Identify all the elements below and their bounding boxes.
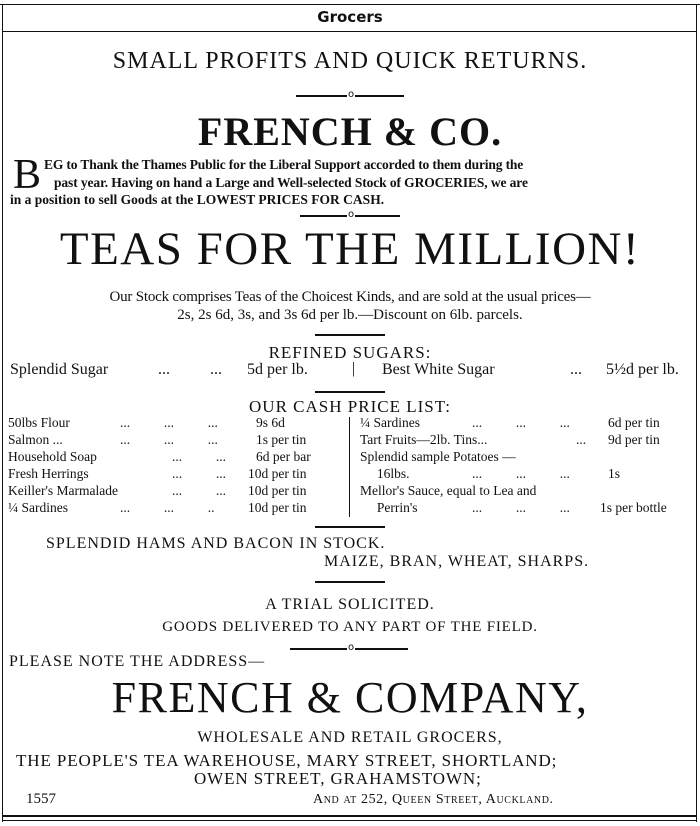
sugars-heading: REFINED SUGARS:	[268, 343, 432, 362]
tagline: SMALL PROFITS AND QUICK RETURNS.	[112, 48, 588, 74]
list-price: 6d per tin	[608, 415, 660, 430]
list-price: 9d per tin	[608, 432, 660, 447]
list-item: Perrin's	[360, 500, 418, 515]
list-dots: ... ... ...	[472, 415, 570, 430]
list-dots: ...	[576, 432, 587, 447]
list-dots: ... ... ...	[472, 466, 570, 481]
list-dots: ... ...	[172, 483, 226, 498]
sugar-right-item: Best White Sugar	[382, 361, 495, 378]
trial-line: A TRIAL SOLICITED.	[265, 596, 435, 613]
list-item: Salmon ...	[8, 432, 63, 447]
sugar-right-price: 5½d per lb.	[606, 361, 679, 378]
list-item: 16lbs.	[360, 466, 410, 481]
grocers-line: WHOLESALE AND RETAIL GROCERS,	[197, 729, 503, 746]
list-dots: ... ...	[172, 466, 226, 481]
list-item: ¼ Sardines	[8, 500, 68, 515]
list-item: Household Soap	[8, 449, 97, 464]
teas-headline: TEAS FOR THE MILLION!	[59, 223, 641, 275]
list-price: 10d per tin	[248, 483, 307, 498]
list-dots: ... ... ...	[120, 415, 218, 430]
stock-line-1: Our Stock comprises Teas of the Choicest Kinds, and are sold at the usual prices—	[109, 289, 591, 305]
list-dots: ... ... ...	[472, 500, 570, 515]
intro-line-3: in a position to sell Goods at the LOWEST PRICES FOR CASH.	[10, 192, 385, 207]
sugar-left-price: 5d per lb.	[247, 361, 308, 378]
list-price: 1s per tin	[256, 432, 307, 447]
list-price: 10d per tin	[248, 466, 307, 481]
ad-number: 1557	[26, 791, 56, 807]
hams-line: SPLENDID HAMS AND BACON IN STOCK.	[46, 535, 386, 552]
sugar-left-item: Splendid Sugar	[10, 361, 109, 378]
address-line-1: THE PEOPLE'S TEA WAREHOUSE, MARY STREET, SHORTLAND;	[16, 751, 558, 770]
short-rule	[315, 391, 385, 393]
list-item: Fresh Herrings	[8, 466, 89, 481]
short-rule	[315, 526, 385, 528]
sugar-divider: |	[352, 360, 356, 377]
list-price: 6d per bar	[256, 449, 311, 464]
ornament: o	[348, 89, 355, 100]
list-item: Splendid sample Potatoes —	[360, 449, 516, 464]
address-note: PLEASE NOTE THE ADDRESS—	[9, 653, 266, 670]
header-rule	[3, 31, 697, 32]
list-item: 50lbs Flour	[8, 415, 70, 430]
intro-dropcap: B	[13, 152, 42, 198]
intro-line-1: EG to Thank the Thames Public for the Liberal Support accorded to them during the	[44, 157, 524, 172]
auckland-line: And at 252, Queen Street, Auckland.	[313, 792, 554, 807]
list-item: Keiller's Marmalade	[8, 483, 119, 498]
list-dots: ... ... ..	[120, 500, 215, 515]
sugar-left-dots: ... ...	[158, 361, 222, 378]
ornament: o	[348, 209, 355, 220]
list-dots: ... ...	[172, 449, 226, 464]
price-list-heading: OUR CASH PRICE LIST:	[249, 397, 451, 416]
bottom-rule-thin	[3, 820, 697, 821]
company-name: FRENCH & COMPANY,	[111, 673, 589, 722]
list-price: 1s	[608, 466, 621, 481]
section-title: Grocers	[317, 8, 383, 26]
bottom-rule	[3, 815, 697, 817]
top-border	[0, 4, 700, 5]
list-item: Mellor's Sauce, equal to Lea and	[360, 483, 537, 498]
list-item: ¼ Sardines	[360, 415, 420, 430]
stock-line-2: 2s, 2s 6d, 3s, and 3s 6d per lb.—Discount on 6lb. parcels.	[177, 307, 523, 323]
list-price: 1s per bottle	[600, 500, 667, 515]
firm-name: FRENCH & CO.	[197, 109, 503, 154]
intro-line-2: past year. Having on hand a Large and Well-selected Stock of GROCERIES, we are	[54, 175, 528, 190]
short-rule	[315, 581, 385, 583]
maize-line: MAIZE, BRAN, WHEAT, SHARPS.	[324, 553, 590, 570]
list-dots: ... ... ...	[120, 432, 218, 447]
short-rule	[315, 334, 385, 336]
list-price: 10d per tin	[248, 500, 307, 515]
list-item: Tart Fruits—2lb. Tins...	[360, 432, 488, 447]
list-price: 9s 6d	[256, 415, 285, 430]
sugar-right-dots: ...	[570, 361, 582, 378]
price-list-divider	[349, 417, 350, 517]
address-line-2: OWEN STREET, GRAHAMSTOWN;	[194, 769, 482, 788]
delivered-line: GOODS DELIVERED TO ANY PART OF THE FIELD.	[162, 619, 538, 635]
ornament: o	[348, 642, 355, 653]
